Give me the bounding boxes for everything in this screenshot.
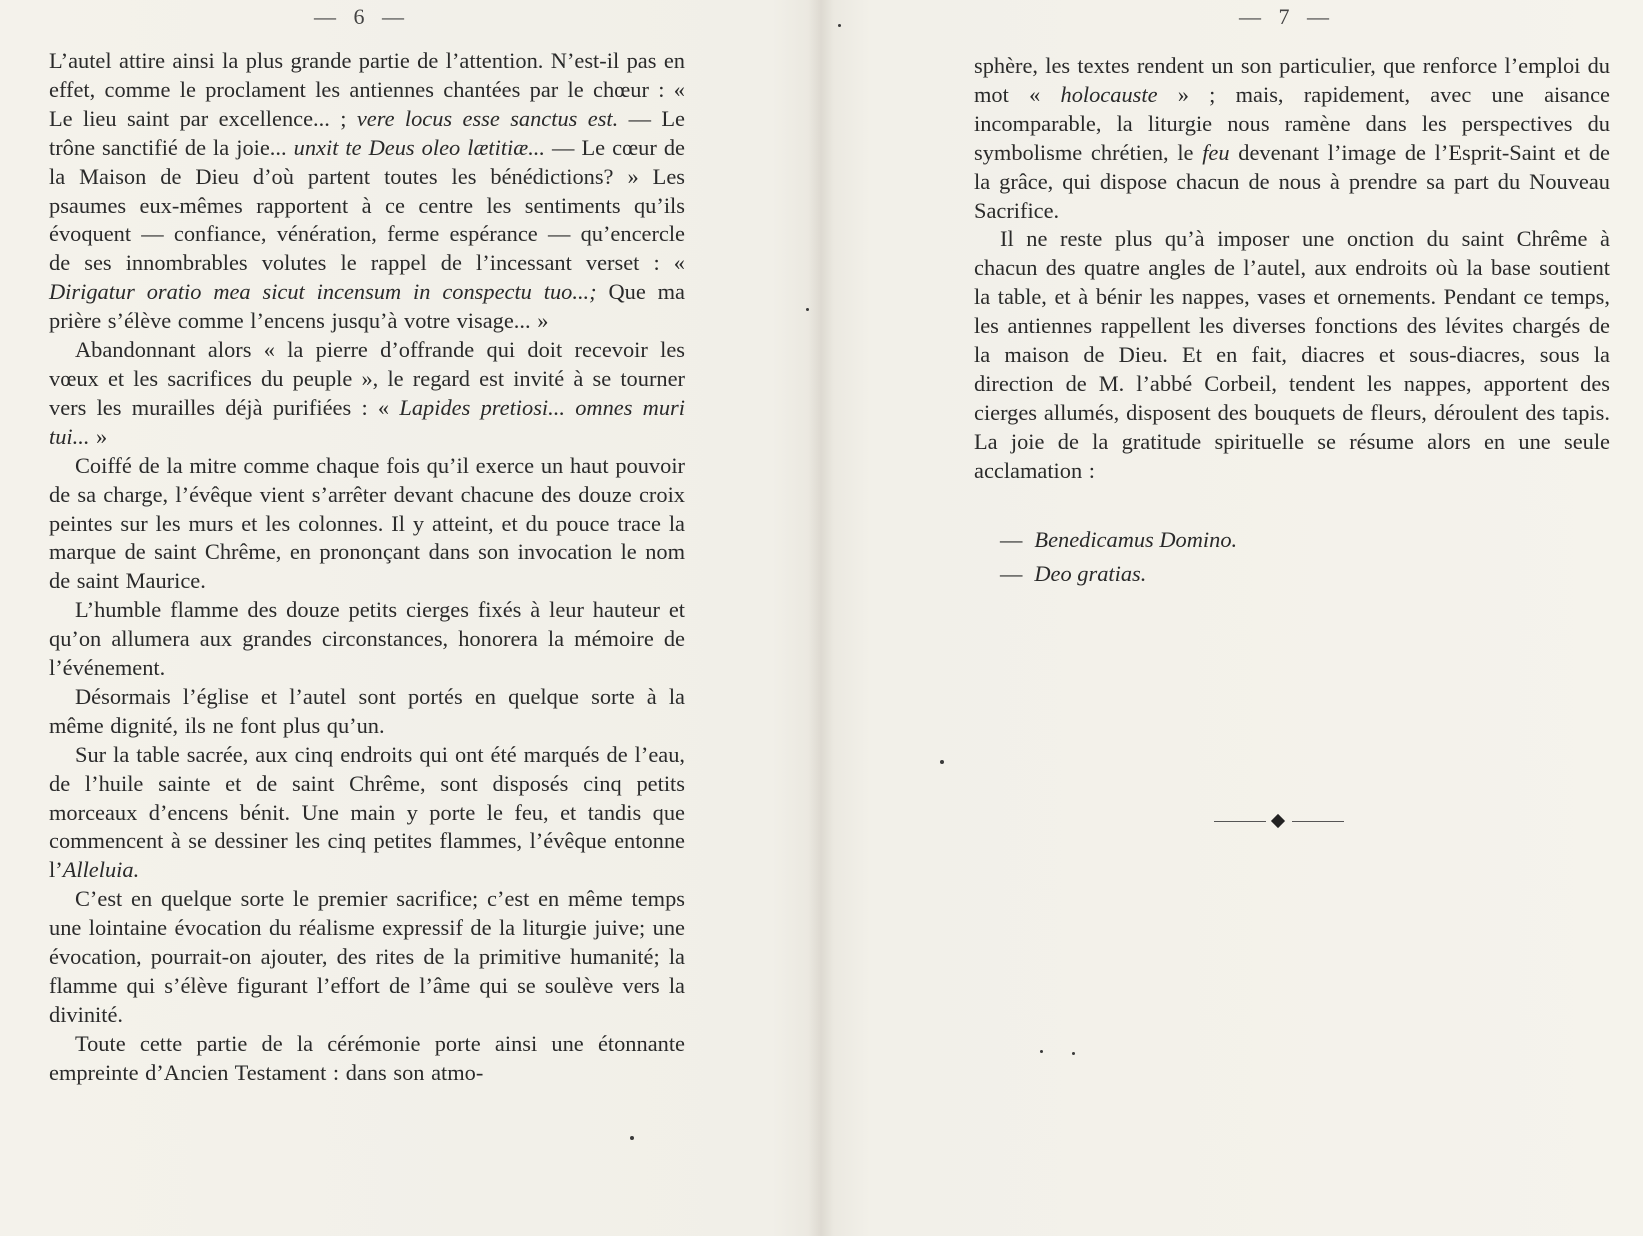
left-page <box>0 0 808 1236</box>
paper-speck <box>1040 1050 1043 1053</box>
italic-text: Dirigatur oratio mea sicut incensum in conspectu tuo...; <box>49 279 597 305</box>
text-run: Que ma prière s’élève comme l’encens jusqu’à votre visage... » <box>49 279 685 334</box>
italic-text: Alleluia. <box>62 857 140 883</box>
section-ornament <box>1214 812 1344 832</box>
paragraph <box>49 1030 685 1088</box>
acclamation-line <box>1000 526 1237 554</box>
paragraph <box>49 336 685 452</box>
text-run: Coiffé de la mitre comme chaque fois qu’il exerce un haut pouvoir de sa charge, l’évêque vient s’arrêter devant chacune des douze croix peintes sur les murs et les colonnes. Il y atteint, et du pouce trace la marque de saint Chrême, en prononçant dans son invocation le nom de saint Maurice. <box>49 452 685 594</box>
text-run: — Le cœur de la Maison de Dieu d’où partent toutes les bénédictions? » Les psaumes eux-mêmes rapportent à ce centre les sentiments qu’ils évoquent — confiance, vénération, ferme espérance — qu’encercle de ses innombrables volutes le rappel de l’incessant verset : « <box>49 134 685 276</box>
ornament-rule <box>1214 821 1266 822</box>
text-run: Sur la table sacrée, aux cinq endroits qui ont été marqués de l’eau, de l’huile sainte et de saint Chrême, sont disposés cinq petits morceaux d’encens bénit. Une main y porte le feu, et tandis que commencent à se dessiner les cinq petites flammes, l’évêque entonne l’ <box>49 741 685 883</box>
paper-speck <box>1072 1052 1075 1055</box>
right-page-text <box>974 52 1610 486</box>
italic-text: Lapides pretiosi... omnes muri tui... <box>49 394 685 449</box>
paper-speck <box>940 760 944 764</box>
text-run: L’autel attire ainsi la plus grande partie de l’attention. N’est-il pas en effet, comme le proclament les antiennes chantées par le chœur : « Le lieu saint par excellence... ; <box>49 48 685 131</box>
em-dash: — <box>1000 527 1023 552</box>
paragraph <box>49 47 685 336</box>
paragraph <box>974 52 1610 225</box>
paragraph <box>974 225 1610 485</box>
text-run: » ; mais, rapidement, avec une aisance incomparable, la liturgie nous ramène dans les perspectives du symbolisme chrétien, le <box>974 81 1610 165</box>
text-run: Toute cette partie de la cérémonie porte ainsi une étonnante empreinte d’Ancien Testament : dans son atmo- <box>49 1030 685 1085</box>
paragraph <box>49 452 685 597</box>
paragraph <box>49 885 685 1030</box>
text-run: Désormais l’église et l’autel sont portés en quelque sorte à la même dignité, ils ne font plus qu’un. <box>49 683 685 738</box>
paragraph <box>49 683 685 741</box>
italic-text: vere locus esse sanctus est. <box>356 105 619 131</box>
page-number-left: — 6 — <box>314 4 410 29</box>
paper-speck <box>630 1136 634 1140</box>
italic-text: unxit te Deus oleo lætitiæ... <box>293 134 545 160</box>
right-page <box>834 0 1643 1236</box>
diamond-icon <box>1271 814 1285 828</box>
acclamation-text: Deo gratias. <box>1034 561 1147 586</box>
ornament-rule <box>1292 821 1344 822</box>
acclamation-text: Benedicamus Domino. <box>1034 527 1238 552</box>
italic-text: holocauste <box>1060 81 1158 107</box>
em-dash: — <box>1000 561 1023 586</box>
paper-speck <box>806 308 809 311</box>
text-run: Il ne reste plus qu’à imposer une onction du saint Chrême à chacun des quatre angles de l’autel, aux endroits où la base soutient la table, et à bénir les nappes, vases et ornements. Pendant ce temps, les antiennes rappellent les diverses fonctions des lévites chargés de la maison de Dieu. Et en fait, diacres et sous-diacres, sous la direction de M. l’abbé Corbeil, tendent les nappes, apportent des cierges allumés, disposent des bouquets de fleurs, déroulent des tapis. La joie de la gratitude spirituelle se résume alors en une seule acclamation : <box>974 226 1610 483</box>
paragraph <box>49 596 685 683</box>
text-run: devenant l’image de l’Esprit-Saint et de la grâce, qui dispose chacun de nous à prendre sa part du Nouveau Sacrifice. <box>974 139 1610 223</box>
text-run: sphère, les textes rendent un son particulier, que renforce l’emploi du mot « <box>974 53 1610 107</box>
text-run: » <box>89 423 108 449</box>
text-run: Abandonnant alors « la pierre d’offrande qui doit recevoir les vœux et les sacrifices du peuple », le regard est invité à se tourner vers les murailles déjà purifiées : « <box>49 337 685 420</box>
page-number-right: — 7 — <box>1239 4 1335 29</box>
italic-text: feu <box>1202 139 1230 165</box>
paragraph <box>49 741 685 886</box>
acclamation-line <box>1000 560 1146 588</box>
text-run: — Le trône sanctifié de la joie... <box>49 105 685 160</box>
left-page-text <box>49 47 685 1088</box>
book-gutter <box>808 0 834 1236</box>
paper-speck <box>838 24 841 27</box>
text-run: C’est en quelque sorte le premier sacrifice; c’est en même temps une lointaine évocation du réalisme expressif de la liturgie juive; une évocation, pourrait-on ajouter, des rites de la primitive humanité; la flamme qui s’élève figurant l’effort de l’âme qui se soulève vers la divinité. <box>49 886 685 1027</box>
text-run: L’humble flamme des douze petits cierges fixés à leur hauteur et qu’on allumera aux grandes circonstances, honorera la mémoire de l’événement. <box>49 597 685 681</box>
